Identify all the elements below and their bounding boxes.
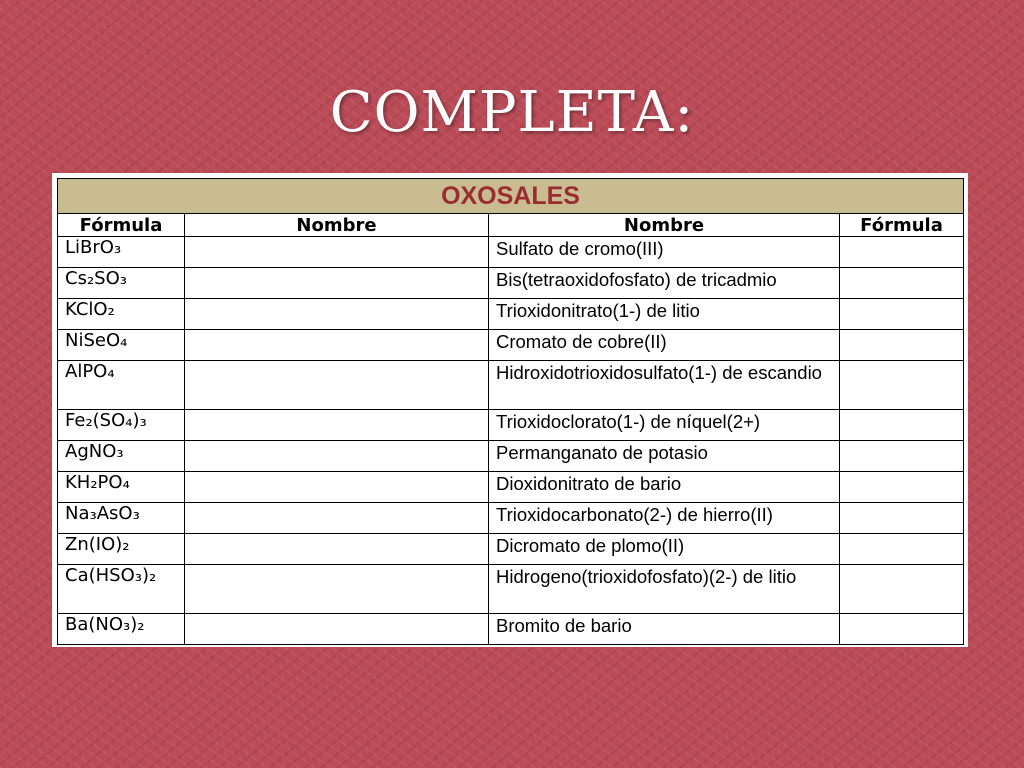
table-body <box>58 237 964 645</box>
formula-cell: LiBrO₃ <box>58 237 185 268</box>
formula-answer-cell[interactable] <box>840 565 964 614</box>
formula-cell: Fe₂(SO₄)₃ <box>58 410 185 441</box>
formula-answer-cell[interactable] <box>840 441 964 472</box>
table-row <box>58 503 964 534</box>
name-answer-cell[interactable] <box>185 565 489 614</box>
name-answer-cell[interactable] <box>185 237 489 268</box>
name-answer-cell[interactable] <box>185 299 489 330</box>
name-cell: Trioxidonitrato(1-) de litio <box>489 299 840 330</box>
oxosales-table <box>57 178 964 645</box>
column-header-formula: Fórmula <box>840 214 964 237</box>
name-answer-cell[interactable] <box>185 503 489 534</box>
formula-cell: KClO₂ <box>58 299 185 330</box>
formula-cell: Zn(IO)₂ <box>58 534 185 565</box>
name-cell: Sulfato de cromo(III) <box>489 237 840 268</box>
formula-answer-cell[interactable] <box>840 361 964 410</box>
name-cell: Trioxidocarbonato(2-) de hierro(II) <box>489 503 840 534</box>
table-row <box>58 534 964 565</box>
column-header-name: Nombre <box>489 214 840 237</box>
table-heading: OXOSALES <box>58 179 964 214</box>
formula-cell: AgNO₃ <box>58 441 185 472</box>
formula-cell: KH₂PO₄ <box>58 472 185 503</box>
name-cell: Bis(tetraoxidofosfato) de tricadmio <box>489 268 840 299</box>
formula-cell: Cs₂SO₃ <box>58 268 185 299</box>
name-cell: Hidroxidotrioxidosulfato(1-) de escandio <box>489 361 840 410</box>
name-answer-cell[interactable] <box>185 330 489 361</box>
formula-answer-cell[interactable] <box>840 237 964 268</box>
formula-cell: AlPO₄ <box>58 361 185 410</box>
name-cell: Cromato de cobre(II) <box>489 330 840 361</box>
table-row <box>58 614 964 645</box>
oxosales-table-panel <box>52 173 968 647</box>
column-header-formula: Fórmula <box>58 214 185 237</box>
name-cell: Trioxidoclorato(1-) de níquel(2+) <box>489 410 840 441</box>
name-answer-cell[interactable] <box>185 614 489 645</box>
formula-cell: Na₃AsO₃ <box>58 503 185 534</box>
name-answer-cell[interactable] <box>185 534 489 565</box>
name-cell: Dicromato de plomo(II) <box>489 534 840 565</box>
name-cell: Bromito de bario <box>489 614 840 645</box>
table-row <box>58 237 964 268</box>
table-row <box>58 268 964 299</box>
formula-cell: Ba(NO₃)₂ <box>58 614 185 645</box>
name-cell: Permanganato de potasio <box>489 441 840 472</box>
name-cell: Hidrogeno(trioxidofosfato)(2-) de litio <box>489 565 840 614</box>
formula-cell: Ca(HSO₃)₂ <box>58 565 185 614</box>
table-row <box>58 472 964 503</box>
slide-title: COMPLETA: <box>329 80 695 145</box>
table-row <box>58 565 964 614</box>
formula-answer-cell[interactable] <box>840 472 964 503</box>
name-answer-cell[interactable] <box>185 410 489 441</box>
name-cell: Dioxidonitrato de bario <box>489 472 840 503</box>
name-answer-cell[interactable] <box>185 268 489 299</box>
formula-cell: NiSeO₄ <box>58 330 185 361</box>
table-row <box>58 441 964 472</box>
formula-answer-cell[interactable] <box>840 410 964 441</box>
formula-answer-cell[interactable] <box>840 299 964 330</box>
column-header-name: Nombre <box>185 214 489 237</box>
table-row <box>58 361 964 410</box>
name-answer-cell[interactable] <box>185 361 489 410</box>
table-row <box>58 410 964 441</box>
formula-answer-cell[interactable] <box>840 503 964 534</box>
name-answer-cell[interactable] <box>185 472 489 503</box>
name-answer-cell[interactable] <box>185 441 489 472</box>
formula-answer-cell[interactable] <box>840 268 964 299</box>
formula-answer-cell[interactable] <box>840 534 964 565</box>
formula-answer-cell[interactable] <box>840 614 964 645</box>
table-row <box>58 330 964 361</box>
formula-answer-cell[interactable] <box>840 330 964 361</box>
table-row <box>58 299 964 330</box>
